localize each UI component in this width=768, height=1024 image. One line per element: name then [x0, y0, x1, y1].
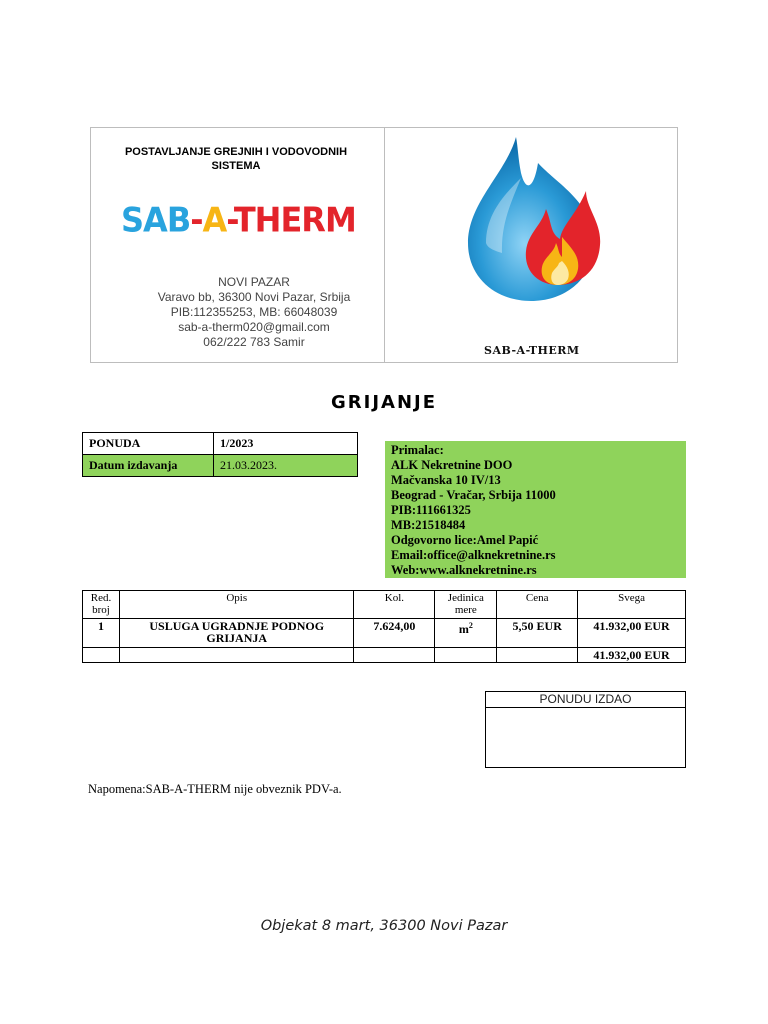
offer-number-label: PONUDA: [83, 433, 214, 455]
recipient-contact-person: Odgovorno lice:Amel Papić: [391, 533, 539, 547]
company-contact: [101, 275, 407, 350]
recipient-city: Beograd - Vračar, Srbija 11000: [391, 488, 556, 502]
col-header-price: Cena: [497, 591, 578, 619]
offer-date-value: 21.03.2023.: [214, 455, 358, 477]
col-header-desc: Opis: [119, 591, 354, 619]
document-title-text: GRIJANJE: [330, 392, 438, 413]
col-header-total: Svega: [578, 591, 686, 619]
brand-part-sab: SAB: [121, 200, 191, 240]
offer-date-row: [83, 455, 358, 477]
col-header-qty: Kol.: [354, 591, 435, 619]
contact-tax-id: PIB:112355253, MB: 66048039: [170, 305, 338, 319]
empty-cell: [119, 648, 354, 663]
recipient-mb: MB:21518484: [391, 518, 466, 532]
recipient-street: Mačvanska 10 IV/13: [391, 473, 501, 487]
company-header: [90, 127, 678, 363]
recipient-label: Primalac:: [391, 443, 444, 457]
col-header-unit-line2: mere: [454, 604, 477, 616]
brand-dash-1: -: [190, 200, 203, 240]
empty-cell: [83, 648, 120, 663]
item-desc-line2: GRIJANJA: [206, 631, 268, 645]
tagline-line-2: SISTEMA: [211, 160, 261, 172]
contact-city: NOVI PAZAR: [218, 275, 290, 289]
item-desc-line1: USLUGA UGRADNJE PODNOG: [149, 619, 325, 633]
brand-dash-2: -: [226, 200, 234, 240]
item-unit-exponent: 2: [468, 621, 473, 630]
offer-number-value: 1/2023: [214, 433, 358, 455]
tagline-line-1: POSTAVLJANJE GREJNIH I VODOVODNIH: [124, 146, 348, 158]
contact-email: sab-a-therm020@gmail.com: [178, 320, 330, 334]
item-unit-base: m: [458, 622, 469, 636]
empty-cell: [354, 648, 435, 663]
grand-total-value: 41.932,00 EUR: [578, 648, 686, 663]
grand-total-row: [83, 648, 686, 663]
footer-address: Objekat 8 mart, 36300 Novi Pazar: [260, 918, 508, 934]
empty-cell: [435, 648, 497, 663]
issued-by-label: PONUDU IZDAO: [486, 692, 685, 708]
brand-part-a: A: [202, 200, 227, 240]
brand-part-therm: THERM: [233, 200, 356, 240]
item-no: 1: [83, 619, 120, 648]
recipient-web: Web:www.alknekretnine.rs: [391, 563, 537, 577]
col-header-no: [83, 591, 120, 619]
offer-date-label: Datum izdavanja: [83, 455, 214, 477]
contact-address: Varavo bb, 36300 Novi Pazar, Srbija: [157, 290, 351, 304]
offer-number-row: [83, 433, 358, 455]
flame-drop-logo-icon: [466, 133, 606, 303]
recipient-pib: PIB:111661325: [391, 503, 471, 517]
item-qty: 7.624,00: [354, 619, 435, 648]
vat-note: Napomena:SAB-A-THERM nije obveznik PDV-a.: [88, 782, 342, 796]
items-table: [82, 590, 686, 663]
brand-wordmark: [121, 200, 356, 240]
recipient-email: Email:office@alknekretnine.rs: [391, 548, 556, 562]
recipient-box: [385, 441, 686, 578]
item-price: 5,50 EUR: [497, 619, 578, 648]
item-desc: [119, 619, 354, 648]
document-title: [0, 392, 768, 413]
col-header-no-line1: Red.: [90, 592, 112, 604]
table-row: [83, 619, 686, 648]
item-unit: [435, 619, 497, 648]
item-total: 41.932,00 EUR: [578, 619, 686, 648]
contact-phone: 062/222 783 Samir: [203, 335, 305, 349]
col-header-no-line2: broj: [92, 604, 110, 616]
items-header-row: [83, 591, 686, 619]
empty-cell: [497, 648, 578, 663]
offer-info-table: [82, 432, 358, 477]
logo-caption: SAB-A-THERM: [484, 344, 580, 357]
recipient-company: ALK Nekretnine DOO: [391, 458, 513, 472]
col-header-unit-line1: Jedinica: [447, 592, 484, 604]
company-tagline: [101, 145, 371, 173]
issued-by-box: [485, 691, 686, 768]
col-header-unit: [435, 591, 497, 619]
